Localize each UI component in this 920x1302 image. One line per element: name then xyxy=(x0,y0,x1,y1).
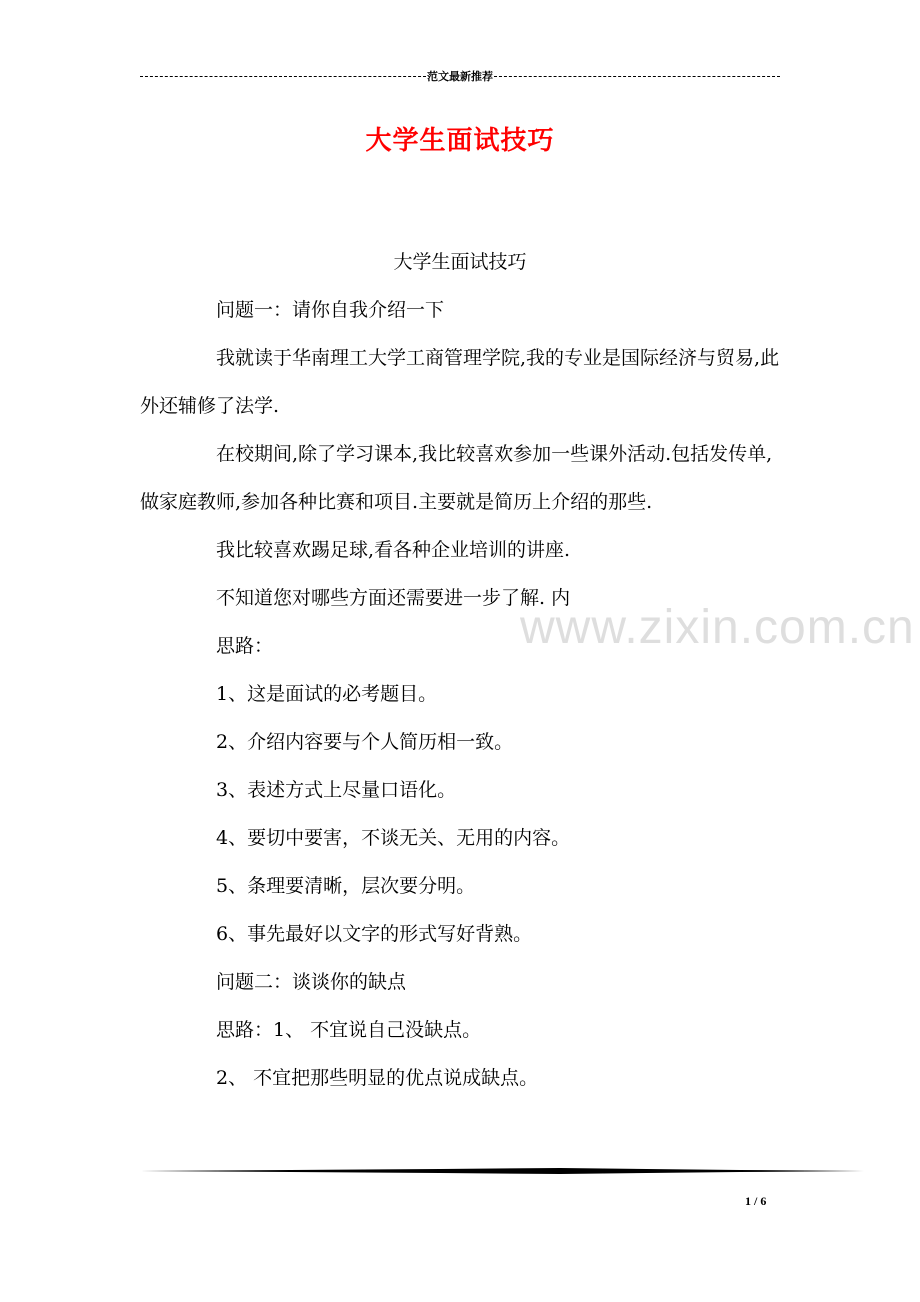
body-paragraph: 5、条理要清晰，层次要分明。 xyxy=(216,875,476,897)
body-paragraph: 1、这是面试的必考题目。 xyxy=(216,683,438,705)
body-paragraph: 我比较喜欢踢足球,看各种企业培训的讲座. xyxy=(216,539,571,561)
header-label: 范文最新推荐 xyxy=(427,71,493,83)
header-dashes-left xyxy=(140,76,426,77)
body-paragraph: 思路：1、 不宜说自己没缺点。 xyxy=(216,1019,482,1041)
body-subtitle: 大学生面试技巧 xyxy=(393,251,527,273)
document-body xyxy=(140,238,780,1102)
body-paragraph: 在校期间,除了学习课本,我比较喜欢参加一些课外活动.包括发传单,做家庭教师,参加各种比赛和项目.主要就是简历上介绍的那些. xyxy=(140,443,773,513)
watermark-text: www.zixin.com.cn xyxy=(520,601,915,654)
page-number: 1 / 6 xyxy=(745,1194,767,1208)
body-paragraph: 问题二：谈谈你的缺点 xyxy=(216,971,407,993)
body-paragraph: 问题一：请你自我介绍一下 xyxy=(216,299,445,321)
body-paragraph: 不知道您对哪些方面还需要进一步了解. 内 xyxy=(216,587,571,609)
body-paragraph: 2、介绍内容要与个人简历相一致。 xyxy=(216,731,514,753)
body-paragraph: 4、要切中要害，不谈无关、无用的内容。 xyxy=(216,827,571,849)
footer-rule xyxy=(140,1166,864,1176)
header-dashes-right xyxy=(494,76,780,77)
running-header xyxy=(140,68,780,84)
body-paragraph: 我就读于华南理工大学工商管理学院,我的专业是国际经济与贸易,此外还辅修了法学. xyxy=(140,347,780,417)
document-title: 大学生面试技巧 xyxy=(365,126,555,156)
body-paragraph: 2、 不宜把那些明显的优点说成缺点。 xyxy=(216,1067,539,1089)
body-paragraph: 6、事先最好以文字的形式写好背熟。 xyxy=(216,923,533,945)
body-paragraph: 思路： xyxy=(216,635,274,657)
body-paragraph: 3、表述方式上尽量口语化。 xyxy=(216,779,457,801)
